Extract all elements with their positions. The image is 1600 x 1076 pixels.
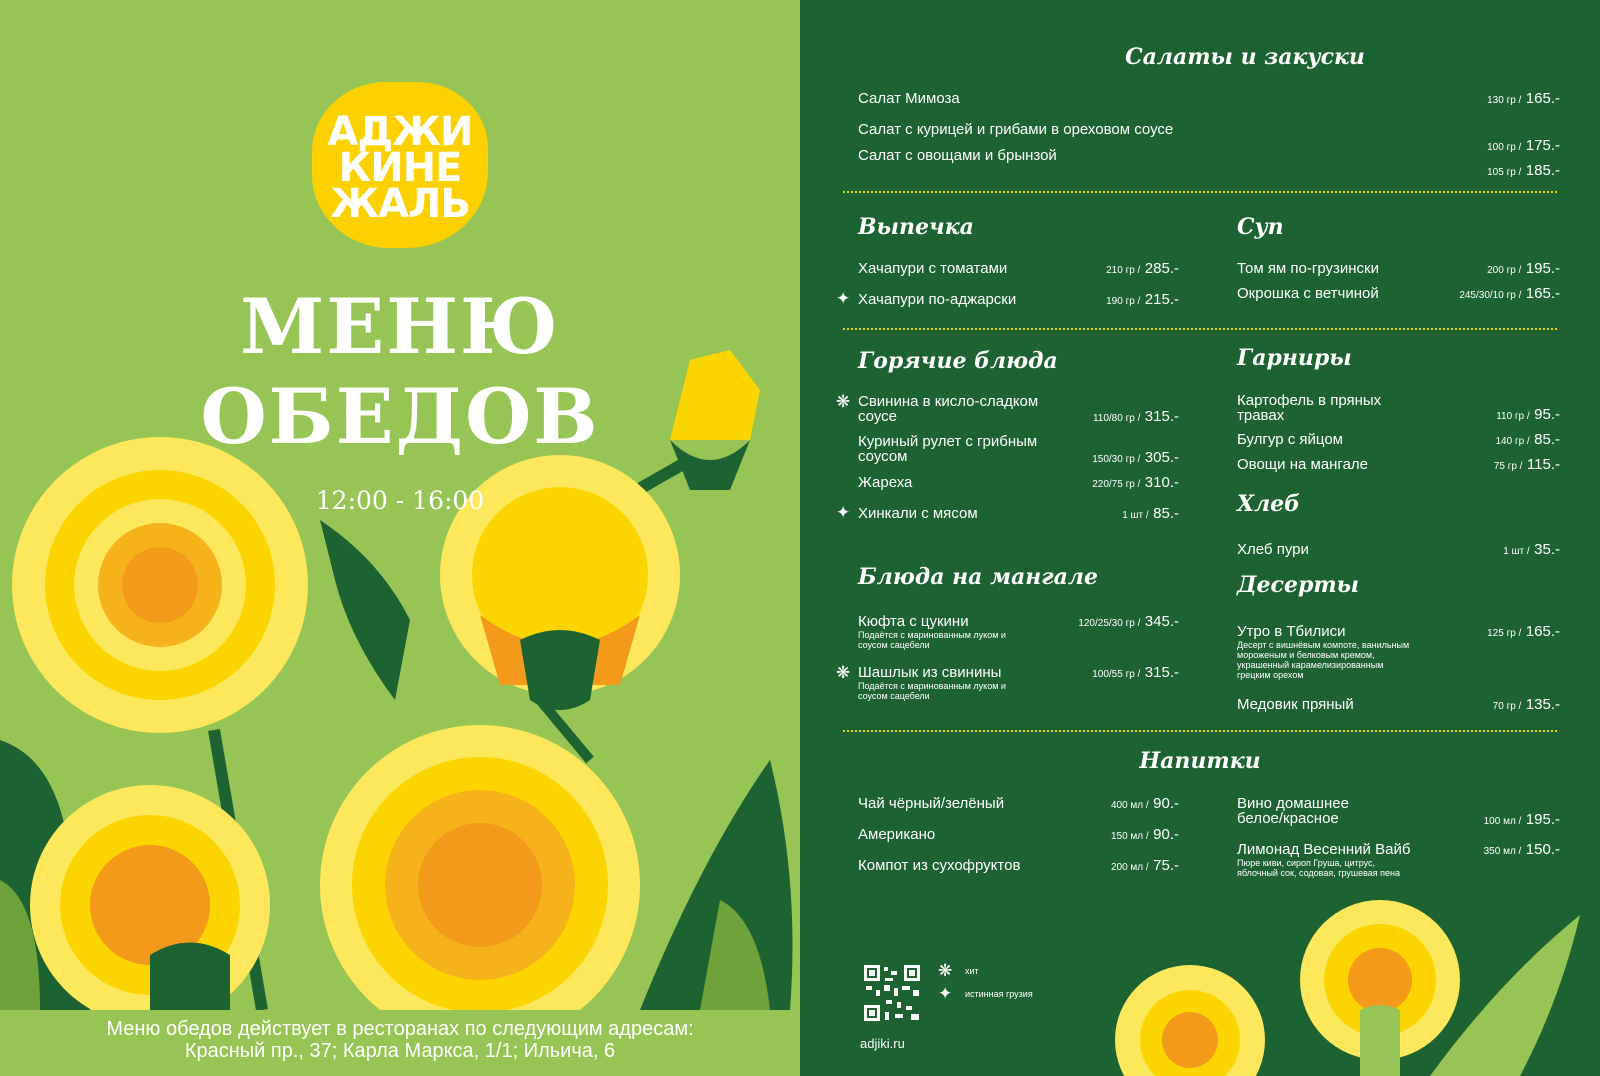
item-weight: 125 гр / xyxy=(1487,628,1522,639)
address-line1: Меню обедов действует в ресторанах по следующим адресам: xyxy=(106,1018,694,1040)
item-price: 135.- xyxy=(1525,696,1560,713)
menu-item-price xyxy=(1484,811,1560,829)
name-line: белое/красное xyxy=(1237,810,1339,827)
item-price: 305.- xyxy=(1144,449,1179,466)
item-price: 185.- xyxy=(1525,162,1560,179)
section-title-hot-dishes: Горячие блюда xyxy=(858,348,1058,374)
menu-item-price xyxy=(1494,456,1560,474)
note-line: грецким орехом xyxy=(1237,670,1304,680)
item-weight: 1 шт / xyxy=(1122,510,1149,521)
item-weight: 130 гр / xyxy=(1487,95,1522,106)
menu-item-name: Чай чёрный/зелёный xyxy=(858,795,1005,812)
item-weight: 110/80 гр / xyxy=(1092,413,1141,424)
menu-item-price xyxy=(1078,613,1179,631)
menu-item-price xyxy=(1484,841,1560,859)
menu-item-name: Салат с курицей и грибами в ореховом соусе xyxy=(858,121,1174,138)
section-title-desserts: Десерты xyxy=(1237,572,1359,598)
menu-item-price xyxy=(1106,291,1179,309)
item-weight: 120/25/30 гр / xyxy=(1078,618,1141,629)
section-divider xyxy=(843,328,1557,330)
legend-true-georgia: истинная грузия xyxy=(965,989,1033,999)
name-line: Куриный рулет с грибным xyxy=(858,433,1038,450)
item-weight: 140 гр / xyxy=(1495,436,1530,447)
item-price: 35.- xyxy=(1534,541,1560,558)
menu-item-price xyxy=(1122,505,1179,523)
note-line: соусом сацебели xyxy=(858,640,930,650)
section-title-bread: Хлеб xyxy=(1237,491,1301,517)
item-price: 165.- xyxy=(1525,623,1560,640)
item-price: 85.- xyxy=(1153,505,1179,522)
item-price: 95.- xyxy=(1534,406,1560,423)
item-price: 215.- xyxy=(1144,291,1179,308)
item-price: 345.- xyxy=(1144,613,1179,630)
menu-item-note xyxy=(1237,858,1400,878)
four-point-star-icon: ✦ xyxy=(938,984,953,1004)
item-price: 315.- xyxy=(1144,664,1179,681)
note-line: соусом сацебели xyxy=(858,691,930,701)
menu-item-price xyxy=(1093,408,1179,426)
menu-item-name: Утро в Тбилиси xyxy=(1237,623,1346,640)
asterisk-flower-icon: ❋ xyxy=(836,663,851,683)
four-point-star-icon: ✦ xyxy=(836,503,851,523)
item-weight: 1 шт / xyxy=(1503,546,1530,557)
menu-item-note xyxy=(858,630,1006,650)
four-point-star-icon: ✦ xyxy=(836,289,851,309)
menu-item-price xyxy=(1092,474,1179,492)
menu-item-price xyxy=(1487,137,1560,155)
menu-item-price xyxy=(1092,664,1179,682)
note-line: мороженым и белковым кремом, xyxy=(1237,650,1375,660)
item-weight: 210 гр / xyxy=(1106,265,1141,276)
item-weight: 110 гр / xyxy=(1496,411,1530,422)
menu-item-name xyxy=(1237,796,1349,826)
item-price: 85.- xyxy=(1534,431,1560,448)
lunch-hours: 12:00 - 16:00 xyxy=(315,486,485,515)
note-line: украшенный карамелизированным xyxy=(1237,660,1384,670)
note-line: Подаётся с маринованным луком и xyxy=(858,681,1006,691)
item-price: 285.- xyxy=(1144,260,1179,277)
section-title-drinks: Напитки xyxy=(1139,748,1261,774)
section-divider xyxy=(843,191,1557,193)
item-weight: 150 мл / xyxy=(1110,831,1149,842)
logo-line: КИНЕ xyxy=(338,145,462,191)
section-title-soup: Суп xyxy=(1237,214,1284,240)
logo-line: ЖАЛЬ xyxy=(330,181,470,227)
menu-item-price xyxy=(1106,260,1179,278)
item-price: 195.- xyxy=(1525,811,1560,828)
menu-item-price xyxy=(1496,406,1560,424)
name-line: соусе xyxy=(858,408,898,425)
address-note xyxy=(20,1018,780,1062)
item-price: 175.- xyxy=(1525,137,1560,154)
menu-item-name xyxy=(858,434,1037,464)
menu-item-name: Компот из сухофруктов xyxy=(858,857,1021,874)
item-price: 150.- xyxy=(1525,841,1560,858)
item-weight: 200 мл / xyxy=(1110,862,1149,873)
menu-item-name: Кюфта с цукини xyxy=(858,613,969,630)
note-line: Пюре киви, сироп Груша, цитрус, xyxy=(1237,858,1376,868)
asterisk-flower-icon: ❋ xyxy=(938,961,953,981)
menu-item-price xyxy=(1487,623,1560,641)
menu-item-price xyxy=(1111,857,1179,875)
item-price: 115.- xyxy=(1526,456,1560,473)
item-weight: 100/55 гр / xyxy=(1092,669,1141,680)
note-line: Подаётся с маринованным луком и xyxy=(858,630,1006,640)
item-weight: 245/30/10 гр / xyxy=(1459,290,1522,301)
menu-item-price xyxy=(1092,449,1179,467)
menu-item-name: Салат с овощами и брынзой xyxy=(858,147,1057,164)
menu-item-name: Хлеб пури xyxy=(1237,541,1309,558)
menu-item-price xyxy=(1459,285,1560,303)
item-price: 315.- xyxy=(1144,408,1179,425)
item-weight: 190 гр / xyxy=(1106,296,1141,307)
item-weight: 75 гр / xyxy=(1493,461,1523,472)
name-line: соусом xyxy=(858,448,908,465)
item-weight: 100 мл / xyxy=(1483,816,1522,827)
name-line: Вино домашнее xyxy=(1237,795,1349,812)
menu-item-price xyxy=(1111,795,1179,813)
menu-item-note xyxy=(858,681,1006,701)
asterisk-flower-icon: ❋ xyxy=(836,392,851,412)
menu-item-price xyxy=(1493,696,1560,714)
menu-title-line1: МЕНЮ xyxy=(240,282,560,371)
menu-item-price xyxy=(1487,90,1560,108)
section-title-garnish: Гарниры xyxy=(1237,345,1352,371)
menu-item-price xyxy=(1495,431,1560,449)
item-price: 195.- xyxy=(1525,260,1560,277)
menu-item-name: Окрошка с ветчиной xyxy=(1237,285,1379,302)
note-line: Десерт с вишнёвым компоте, ванильным xyxy=(1237,640,1410,650)
item-weight: 100 гр / xyxy=(1487,142,1522,153)
item-price: 90.- xyxy=(1153,826,1179,843)
item-weight: 400 мл / xyxy=(1110,800,1149,811)
website-link[interactable]: adjiki.ru xyxy=(860,1036,905,1051)
legend-hit: хит xyxy=(965,966,979,976)
menu-title-line2: ОБЕДОВ xyxy=(200,372,600,461)
section-title-bakery: Выпечка xyxy=(858,214,974,240)
menu-item-name: Булгур с яйцом xyxy=(1237,431,1343,448)
item-weight: 350 мл / xyxy=(1483,846,1522,857)
menu-item-price xyxy=(1487,260,1560,278)
item-weight: 220/75 гр / xyxy=(1092,479,1141,490)
section-title-grill: Блюда на мангале xyxy=(858,564,1099,590)
section-title-salads: Салаты и закуски xyxy=(1125,44,1365,70)
item-weight: 150/30 гр / xyxy=(1092,454,1141,465)
item-price: 310.- xyxy=(1144,474,1179,491)
menu-item-name: Медовик пряный xyxy=(1237,696,1354,713)
menu-item-name: Овощи на мангале xyxy=(1237,456,1369,473)
menu-item-name: Американо xyxy=(858,826,936,843)
menu-item-name: Хачапури с томатами xyxy=(858,260,1008,277)
address-line2: Красный пр., 37; Карла Маркса, 1/1; Ильича, 6 xyxy=(184,1040,616,1062)
item-weight: 70 гр / xyxy=(1492,701,1522,712)
item-price: 90.- xyxy=(1153,795,1179,812)
menu-item-name: Том ям по-грузински xyxy=(1237,260,1380,277)
menu-item-price xyxy=(1111,826,1179,844)
menu-item-name: Жареха xyxy=(858,474,913,491)
menu-item-name: Шашлык из свинины xyxy=(858,664,1002,681)
menu-item-name: Хинкали с мясом xyxy=(858,505,978,522)
name-line: травах xyxy=(1237,407,1285,424)
item-weight: 105 гр / xyxy=(1487,167,1522,178)
brand-logo xyxy=(312,82,488,248)
name-line: Картофель в пряных xyxy=(1237,392,1382,409)
menu-item-name: Лимонад Весенний Вайб xyxy=(1237,841,1411,858)
section-divider xyxy=(843,730,1557,732)
menu-item-price xyxy=(1503,541,1560,559)
item-price: 165.- xyxy=(1525,90,1560,107)
name-line: Свинина в кисло-сладком xyxy=(858,393,1039,410)
qr-code[interactable] xyxy=(861,962,923,1024)
menu-item-name: Салат Мимоза xyxy=(858,90,960,107)
menu-item-name xyxy=(858,394,1038,424)
item-weight: 200 гр / xyxy=(1487,265,1522,276)
menu-item-price xyxy=(1487,162,1560,180)
item-price: 75.- xyxy=(1153,857,1179,874)
logo-line: АДЖИ xyxy=(327,109,473,155)
qr-code-pattern xyxy=(861,962,923,1024)
menu-item-note xyxy=(1237,640,1409,680)
menu-item-name: Хачапури по-аджарски xyxy=(858,291,1017,308)
item-price: 165.- xyxy=(1525,285,1560,302)
menu-item-name xyxy=(1237,393,1381,423)
note-line: яблочный сок, содовая, грушевая пена xyxy=(1237,868,1401,878)
